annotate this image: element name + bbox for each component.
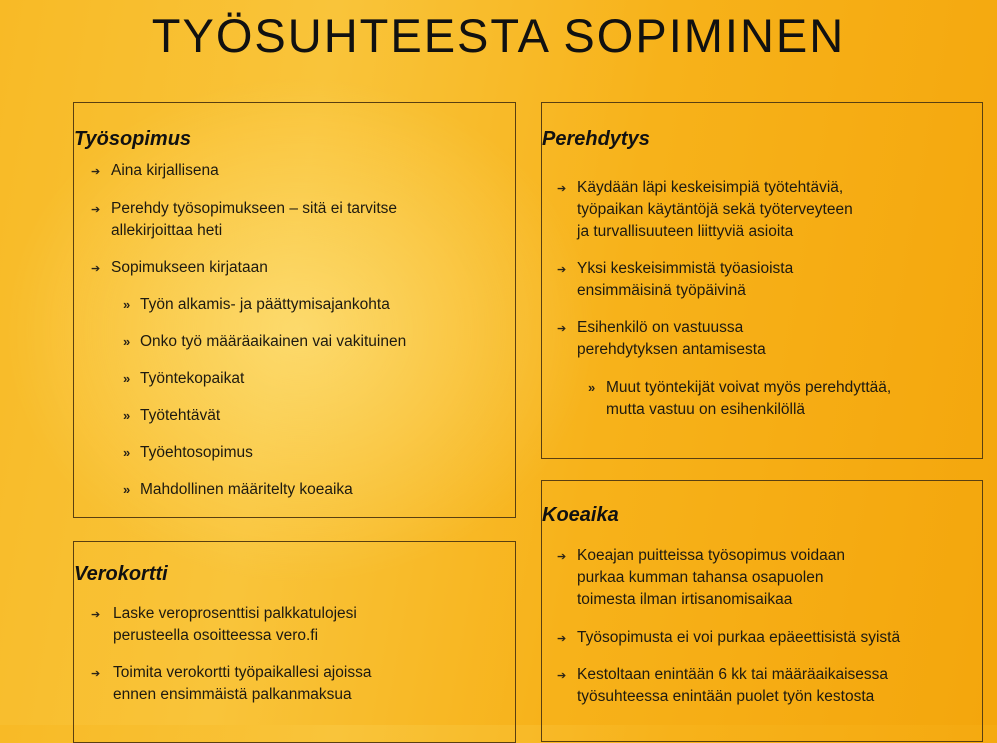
arrow-icon: ➔ (557, 264, 567, 276)
arrow-icon: ➔ (91, 668, 101, 680)
double-chevron-icon: » (123, 482, 131, 497)
sub-list-item: Mahdollinen määritelty koeaika (140, 481, 353, 498)
list-item: Laske veroprosenttisi palkkatulojesi perusteella osoitteessa vero.fi (113, 605, 357, 644)
tyosopimus-heading: Työsopimus (74, 128, 192, 150)
double-chevron-icon: » (123, 445, 131, 460)
double-chevron-icon: » (123, 371, 131, 386)
double-chevron-icon: » (123, 297, 131, 312)
list-item: Koeajan puitteissa työsopimus voidaan purkaa kumman tahansa osapuolen toimesta ilman irtisanomisaikaa (577, 547, 845, 608)
arrow-icon: ➔ (557, 183, 567, 195)
arrow-icon: ➔ (557, 670, 567, 682)
double-chevron-icon: » (123, 334, 131, 349)
arrow-icon: ➔ (91, 609, 101, 621)
list-item: Työsopimusta ei voi purkaa epäeettisistä syistä (577, 629, 901, 646)
sub-list-item: Työtehtävät (140, 407, 221, 424)
page-title: TYÖSUHTEESTA SOPIMINEN (151, 9, 846, 62)
list-item: Aina kirjallisena (111, 162, 219, 179)
list-item: Esihenkilö on vastuussa perehdytyksen antamisesta (577, 319, 766, 358)
list-item: Käydään läpi keskeisimpiä työtehtäviä, työpaikan käytäntöjä sekä työterveyteen ja turvallisuuteen liittyviä asioita (577, 179, 853, 240)
arrow-icon: ➔ (91, 204, 101, 216)
arrow-icon: ➔ (557, 323, 567, 335)
perehdytys-heading: Perehdytys (542, 128, 650, 150)
list-item: Perehdy työsopimukseen – sitä ei tarvitse allekirjoittaa heti (111, 200, 398, 239)
verokortti-heading: Verokortti (74, 563, 168, 585)
arrow-icon: ➔ (557, 551, 567, 563)
list-item: Toimita verokortti työpaikallesi ajoissa ennen ensimmäistä palkanmaksua (113, 664, 372, 703)
arrow-icon: ➔ (557, 633, 567, 645)
list-item: Sopimukseen kirjataan (111, 259, 268, 276)
list-item: Kestoltaan enintään 6 kk tai määräaikaisessa työsuhteessa enintään puolet työn kestosta (577, 666, 889, 705)
sub-list-item: Työn alkamis- ja päättymisajankohta (140, 296, 390, 313)
arrow-icon: ➔ (91, 166, 101, 178)
sub-list-item: Työntekopaikat (140, 370, 245, 387)
sub-list-item: Onko työ määräaikainen vai vakituinen (140, 333, 407, 350)
koeaika-heading: Koeaika (542, 504, 619, 526)
arrow-icon: ➔ (91, 263, 101, 275)
double-chevron-icon: » (588, 380, 596, 395)
sub-list-item: Työehtosopimus (140, 444, 253, 461)
sub-list-item: Muut työntekijät voivat myös perehdyttää, mutta vastuu on esihenkilöllä (606, 379, 892, 418)
double-chevron-icon: » (123, 408, 131, 423)
list-item: Yksi keskeisimmistä työasioista ensimmäisinä työpäivinä (577, 260, 794, 299)
